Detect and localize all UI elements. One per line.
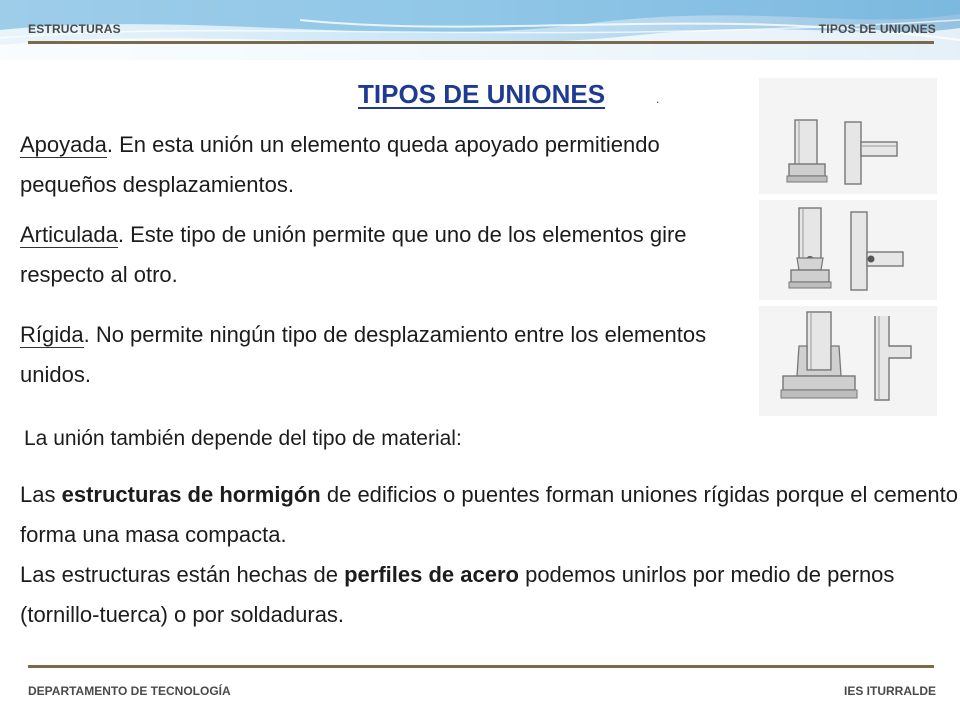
desc-apoyada: . En esta unión un elemento queda apoyado permitiendo pequeños desplazamientos. [20, 132, 660, 197]
section-articulada [20, 215, 740, 295]
rigida-joint-illustration [759, 306, 937, 416]
concrete-paragraph [20, 475, 960, 555]
steel-pre: Las estructuras están hechas de [20, 562, 345, 587]
desc-articulada: . Este tipo de unión permite que uno de los elementos gire respecto al otro. [20, 222, 687, 287]
header-wave-background [0, 0, 960, 60]
joint-figures [759, 78, 937, 422]
section-rigida [20, 315, 760, 395]
header-divider [28, 41, 934, 44]
term-apoyada: Apoyada [20, 132, 107, 157]
section-apoyada [20, 125, 740, 205]
steel-post: podemos unirlos por medio de pernos (tornillo-tuerca) o por soldaduras. [20, 562, 895, 627]
concrete-pre: Las [20, 482, 62, 507]
title-dot: . [656, 92, 660, 106]
steel-bold: perfiles de acero [344, 562, 519, 587]
desc-rigida: . No permite ningún tipo de desplazamiento entre los elementos unidos. [20, 322, 707, 387]
articulada-joint-illustration [759, 200, 937, 300]
apoyada-joint-illustration [759, 78, 937, 194]
footer-divider [28, 665, 934, 668]
footer-right-label: IES ITURRALDE [843, 684, 936, 698]
page-title: TIPOS DE UNIONES [358, 79, 606, 109]
concrete-bold: estructuras de hormigón [61, 482, 321, 507]
concrete-post: de edificios o puentes forman uniones rígidas porque el cemento forma una masa compacta. [20, 482, 958, 547]
steel-paragraph [20, 555, 960, 635]
header-left-label: ESTRUCTURAS [28, 22, 121, 36]
footer-left-label: DEPARTAMENTO DE TECNOLOGÍA [28, 684, 231, 698]
material-intro: La unión también depende del tipo de material: [24, 427, 462, 450]
term-articulada: Articulada [20, 222, 118, 247]
term-rigida: Rígida [20, 322, 84, 347]
header-right-label: TIPOS DE UNIONES [818, 22, 936, 36]
